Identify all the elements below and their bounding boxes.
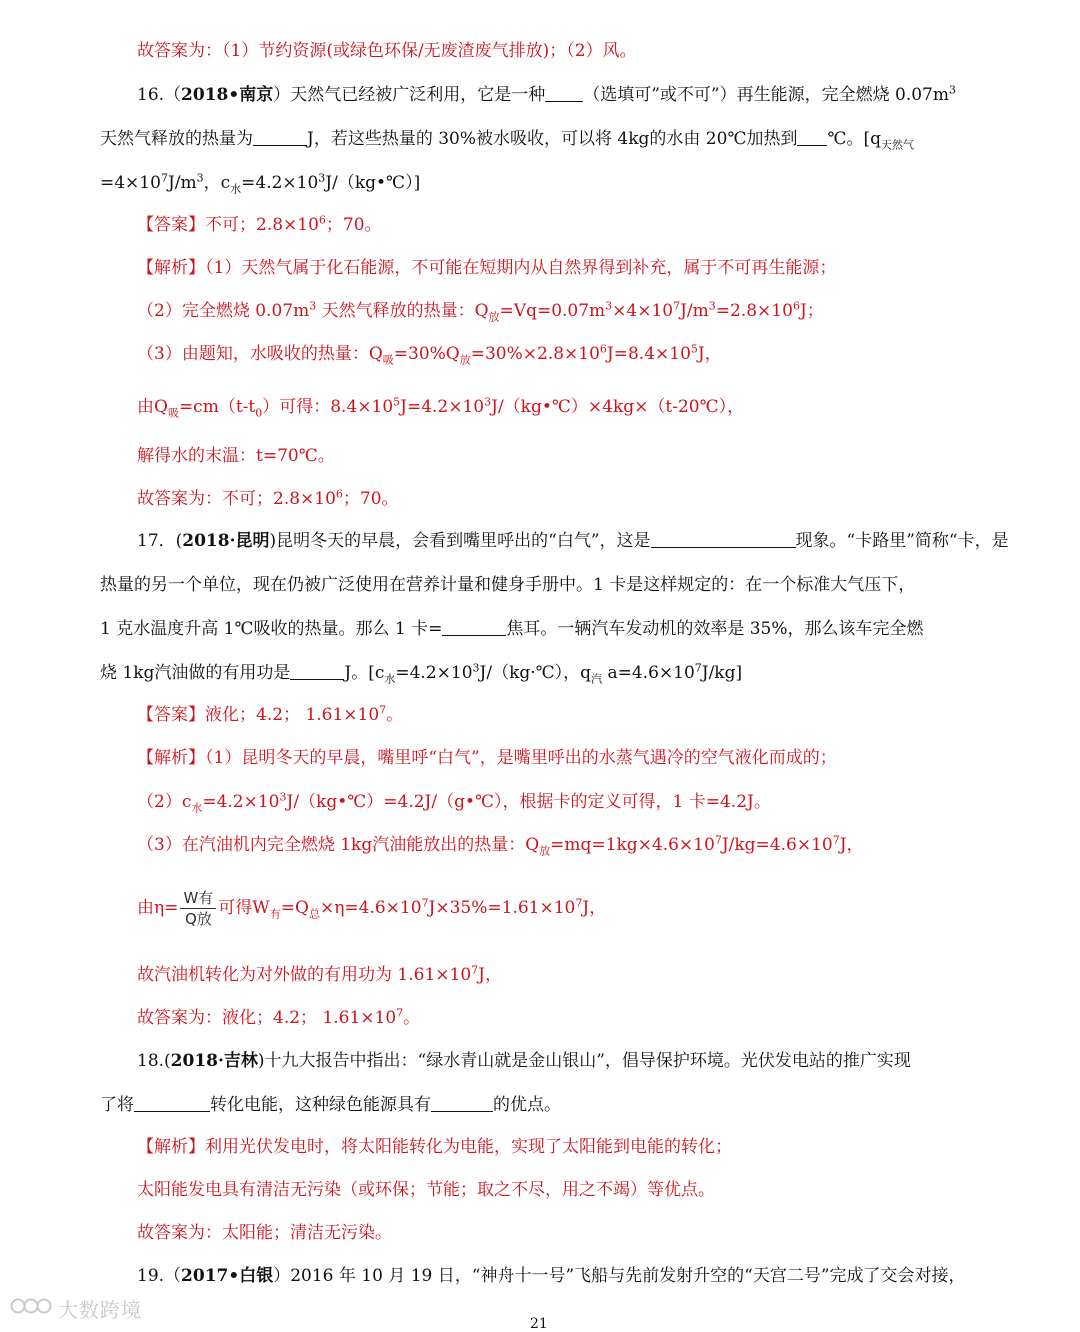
- q17-analysis-4: 由η= $\frac{\text{W有}}{\text{Q放}}$ 可得$W_有=Q_总\times\eta=4.6\times 10^7J\times 35\%=1.61\times 10^7J$，: [137, 889, 607, 928]
- q16-analysis-2: （2）完全燃烧 $0.07m^3$ 天然气释放的热量：$Q_放=Vq=0.07m^3\times 4\times 10^7J/m^3=2.8\times 10^6J$；: [137, 299, 824, 324]
- q17-analysis-3: （3）在汽油机内完全燃烧 1kg汽油能放出的热量：$Q_放=mq=1kg\times 4.6\times 10^7J/kg=4.6\times 10^7J$，: [137, 833, 864, 858]
- q17-source-tag: 2018·昆明: [182, 531, 270, 551]
- q16-final-answer: 故答案为：不可；$2.8\times 10^6$；70。: [137, 487, 399, 509]
- q15-final-answer: 故答案为：（1）节约资源(或绿色环保/无废渣废气排放)；（2）风。: [137, 41, 637, 61]
- q18-stem-line-1: 18.(2018·吉林)十九大报告中指出：“绿水青山就是金山银山”，倡导保护环境。光伏发电站的推广实现: [137, 1051, 911, 1071]
- q17-analysis-1: 【解析】（1）昆明冬天的早晨，嘴里呼“白气”，是嘴里呼出的水蒸气遇冷的空气液化而成的；: [137, 748, 837, 768]
- q17-blank-2: [442, 617, 506, 636]
- q18-source-tag: 2018·吉林: [170, 1051, 258, 1071]
- q18-blank-1: [134, 1093, 210, 1112]
- q17-answer: 【答案】液化；4.2； $1.61\times 10^7$。: [137, 703, 404, 725]
- q16-analysis-3: （3）由题知，水吸收的热量：$Q_吸=30\%Q_放=30\%\times 2.8\times 10^6J=8.4\times 10^5J$，: [137, 342, 722, 367]
- q16-blank-2: [253, 127, 307, 146]
- q16-stem-line-2: 天然气释放的热量为 J，若这些热量的 30%被水吸收，可以将 4kg的水由 20℃加热到 ℃。[$q_{天然气}$: [100, 129, 915, 152]
- q18-analysis-1: 【解析】利用光伏发电时，将太阳能转化为电能，实现了太阳能到电能的转化；: [137, 1137, 732, 1157]
- q16-source-tag: 2018•南京: [181, 85, 274, 105]
- q17-analysis-2: $(2)c_水=4.2\times 10^3J/(kg•℃)=4.2J/(g•℃)$，根据卡的定义可得，1 卡=4.2J。: [137, 790, 771, 815]
- q16-stem-line-3: $=4\times 10^7J/m^3$，$c_水=4.2\times 10^3J/(kg•℃)$]: [100, 171, 421, 196]
- q17-stem-line-1: 17．(2018·昆明)昆明冬天的早晨，会看到嘴里呼出的“白气”，这是 现象。“卡路里”简称“卡，是: [137, 531, 1009, 551]
- q18-blank-2: [431, 1093, 493, 1112]
- q16-blank-1: [545, 83, 583, 102]
- q19-source-tag: 2017•白银: [181, 1266, 274, 1286]
- efficiency-fraction: $\frac{\text{W有}}{\text{Q放}}$: [180, 888, 216, 929]
- q19-stem-line-1: 19.（2017•白银）2016 年 10 月 19 日，“神舟十一号”飞船与先前发射升空的“天宫二号”完成了交会对接，: [137, 1266, 966, 1286]
- q16-blank-3: [797, 127, 827, 146]
- watermark: 大数跨境: [10, 1294, 142, 1323]
- q18-stem-line-2: 了将 转化电能，这种绿色能源具有 的优点。: [100, 1095, 561, 1115]
- q16-stem-line-1: 16.（2018•南京）天然气已经被广泛利用，它是一种 （选填可”或不可”）再生能源，完全燃烧 $0.07m^3$: [137, 83, 956, 105]
- q16-analysis-5: 解得水的末温：t=70℃。: [137, 446, 335, 466]
- q16-analysis-1: 【解析】（1）天然气属于化石能源，不可能在短期内从自然界得到补充，属于不可再生能源；: [137, 258, 837, 278]
- q17-stem-line-2: 热量的另一个单位，现在仍被广泛使用在营养计量和健身手册中。1 卡是这样规定的：在一个标准大气压下，: [100, 575, 916, 595]
- q16-answer: 【答案】不可；$2.8\times 10^6$；70。: [137, 213, 382, 235]
- q16-analysis-4: 由$Q_吸=cm(t-t_0)$可得：$8.4\times 10^5J=4.2\times 10^3J/(kg•℃)\times 4kg\times(t-20℃)$，: [137, 395, 745, 420]
- q17-final-answer: 故答案为：液化；4.2； $1.61\times 10^7$。: [137, 1006, 421, 1028]
- q17-stem-line-3: 1 克水温度升高 1℃吸收的热量。那么 1 卡= 焦耳。一辆汽车发动机的效率是 35%，那么该车完全燃: [100, 619, 924, 639]
- q17-analysis-5: 故汽油机转化为对外做的有用功为 $1.61\times 10^7J$，: [137, 963, 502, 985]
- q18-final-answer: 故答案为：太阳能；清洁无污染。: [137, 1223, 392, 1243]
- q18-analysis-2: 太阳能发电具有清洁无污染（或环保；节能；取之不尽，用之不竭）等优点。: [137, 1180, 715, 1200]
- q17-stem-line-4: 烧 1kg汽油做的有用功是 J。[$c_水=4.2\times 10^3J/(kg\cdot℃)$，$q_汽$ $a=4.6\times 10^7J/kg$]: [100, 661, 743, 686]
- watermark-logo-icon: [10, 1295, 52, 1322]
- q17-blank-1: [651, 529, 796, 548]
- page-number: 21: [530, 1316, 548, 1332]
- q17-blank-3: [290, 661, 344, 680]
